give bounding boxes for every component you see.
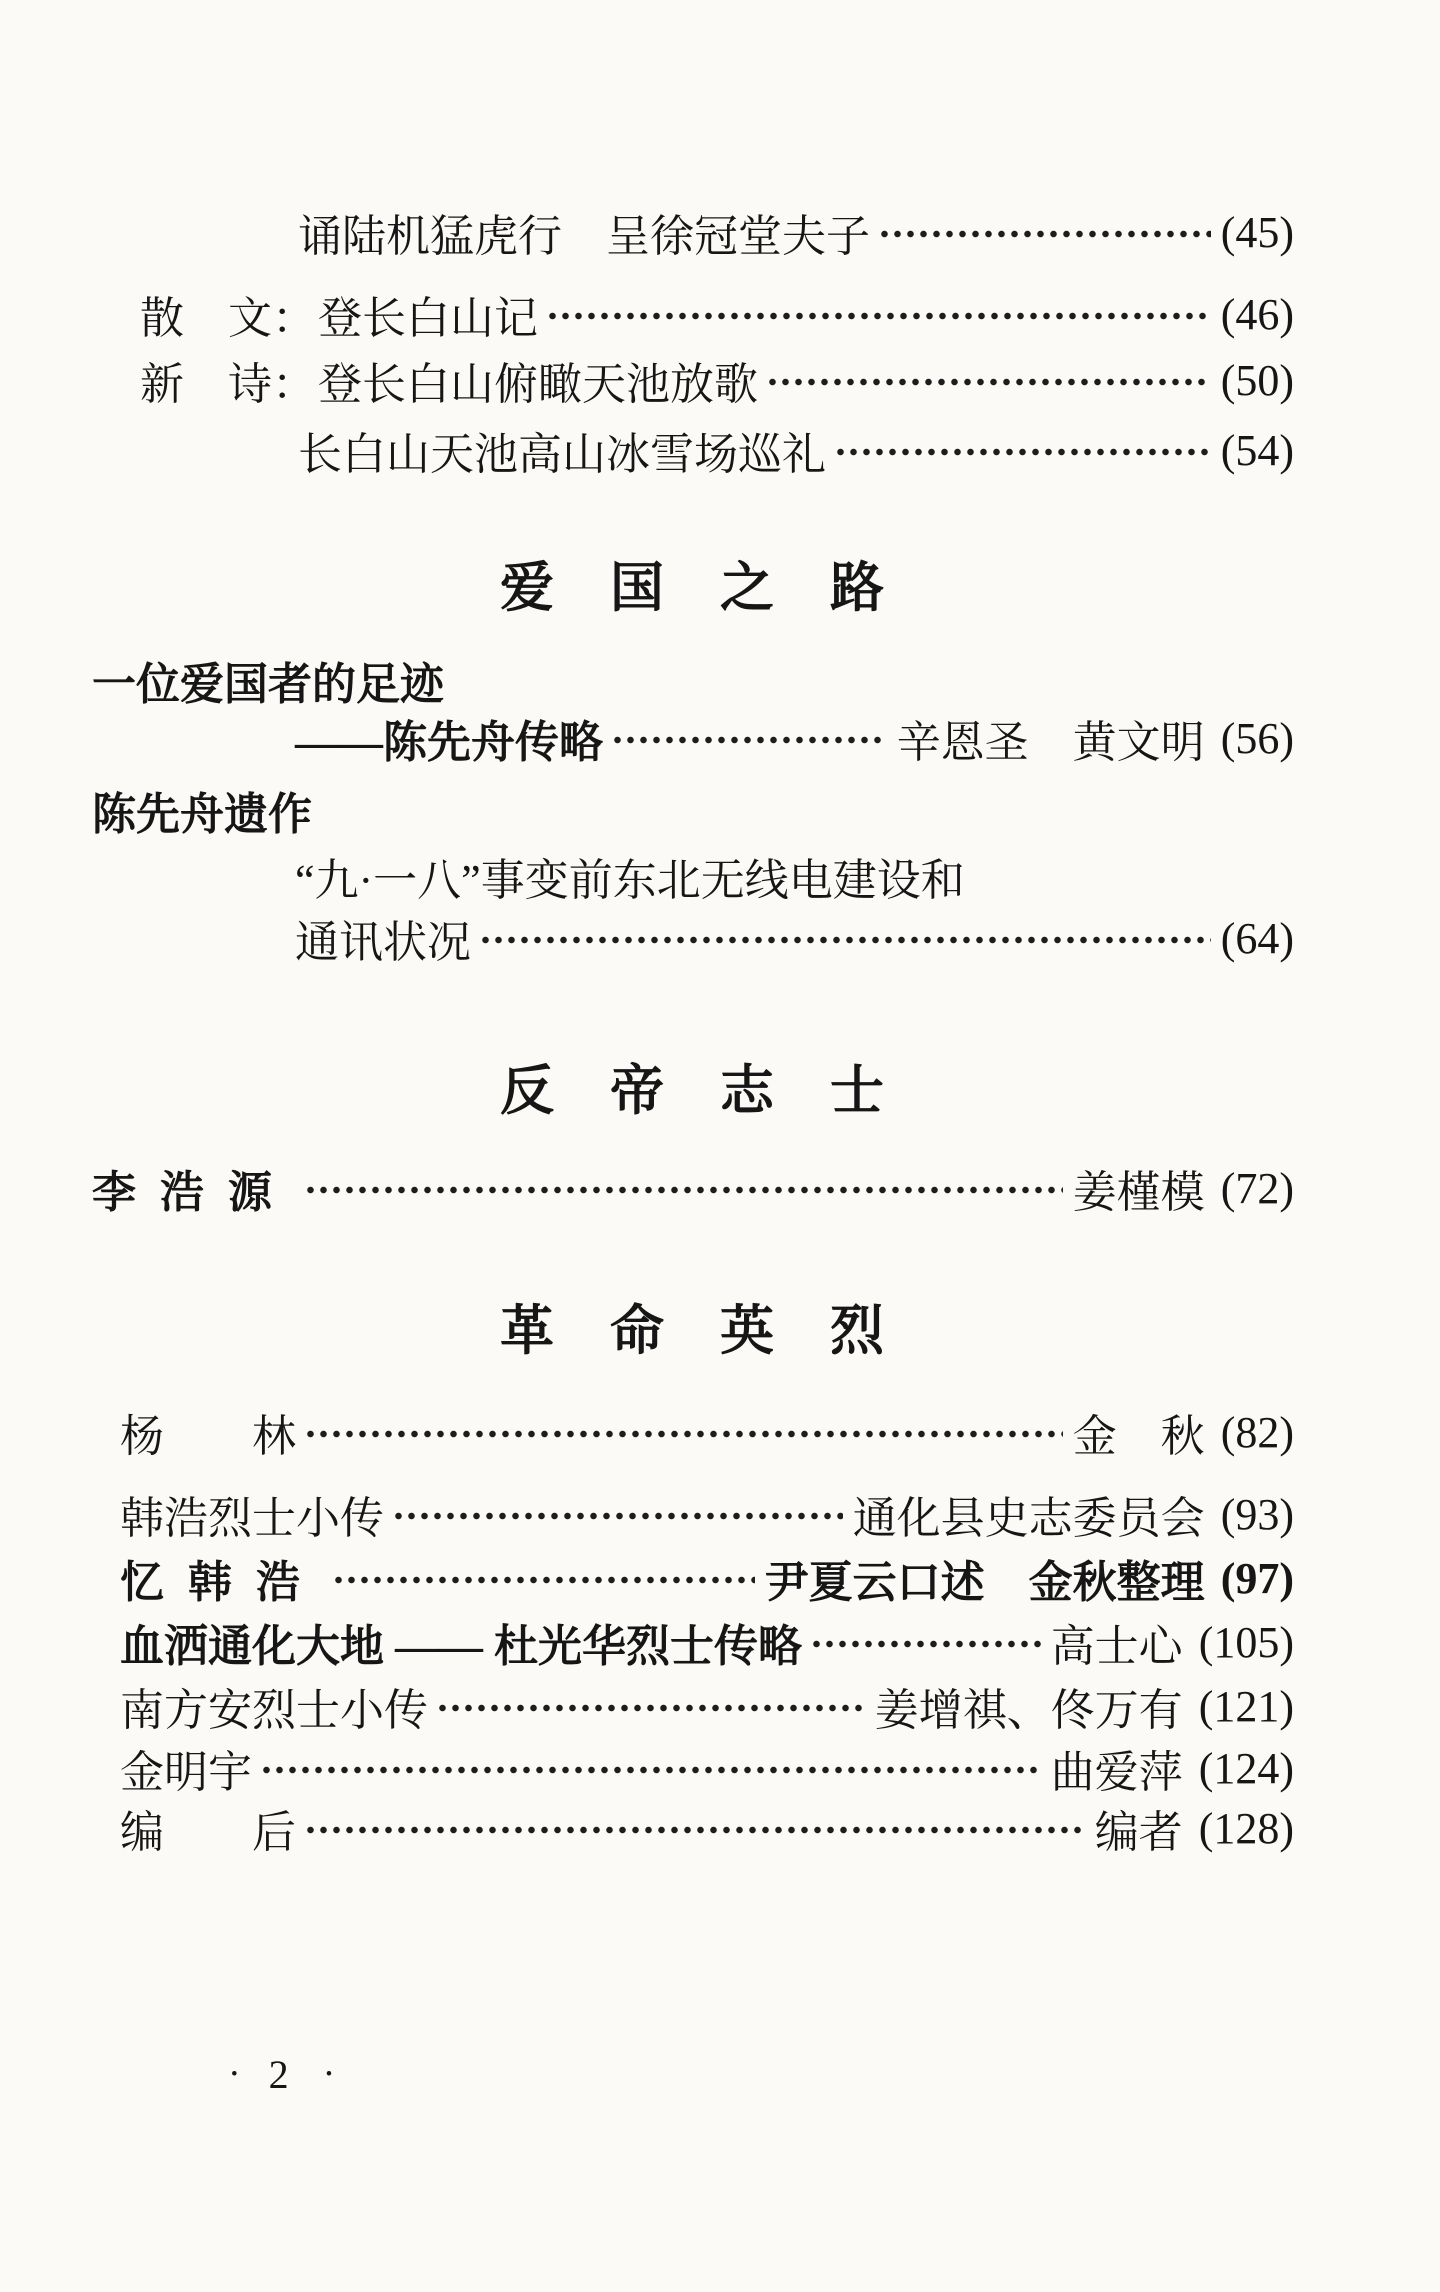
- dot-leader: [332, 1574, 755, 1586]
- entry-authors: 曲爱萍: [1050, 1748, 1183, 1797]
- entry-title: 血洒通化大地 —— 杜光华烈士传略: [120, 1622, 802, 1671]
- entry-genre-label: 新 诗：: [140, 360, 316, 409]
- entry-title: ——陈先舟传略: [295, 718, 603, 767]
- toc-entry: [120, 1612, 1294, 1672]
- entry-page-number: (46): [1220, 289, 1294, 339]
- toc-entry: [120, 1548, 1294, 1608]
- toc-entry: [120, 1738, 1294, 1798]
- entry-authors: 姜增祺、佟万有: [874, 1686, 1183, 1735]
- entry-title: 登长白山俯瞰天池放歌: [318, 360, 758, 409]
- dot-leader: [611, 734, 887, 746]
- toc-entry: [120, 1402, 1294, 1462]
- entry-page-number: (72): [1220, 1163, 1294, 1213]
- entry-title: “九·一八”事变前东北无线电建设和: [295, 856, 965, 905]
- entry-page-number: (82): [1220, 1407, 1294, 1457]
- entry-title: 诵陆机猛虎行 呈徐冠堂夫子: [298, 212, 870, 261]
- section-heading: 反帝志士: [500, 1061, 940, 1121]
- entry-title: 杨 林: [120, 1412, 296, 1461]
- entry-page-number: (97): [1220, 1553, 1294, 1603]
- entry-page-number: (128): [1198, 1803, 1294, 1853]
- dot-leader: [766, 376, 1211, 388]
- dot-leader: [810, 1638, 1041, 1650]
- entry-page-number: (54): [1220, 425, 1294, 475]
- entry-title: 通讯状况: [295, 918, 471, 967]
- entry-genre-label: 散 文：: [140, 294, 316, 343]
- entry-authors: 金 秋: [1072, 1412, 1205, 1461]
- dot-leader: [436, 1702, 865, 1714]
- entry-title: 韩浩烈士小传: [120, 1494, 384, 1543]
- entry-authors: 尹夏云口述 金秋整理: [764, 1558, 1205, 1607]
- footer-dot: ·: [228, 2053, 241, 2095]
- toc-entry: [92, 908, 1294, 968]
- footer-page-number: 2: [268, 2051, 289, 2097]
- entry-page-number: (121): [1198, 1681, 1294, 1731]
- toc-entry: [120, 1798, 1294, 1858]
- dot-leader: [260, 1764, 1041, 1776]
- toc-entry: [92, 846, 1294, 906]
- entry-title: 陈先舟遗作: [92, 790, 312, 839]
- entry-page-number: (93): [1220, 1489, 1294, 1539]
- toc-entry: [92, 650, 1294, 710]
- toc-entry: [120, 1676, 1294, 1736]
- entry-title: 一位爱国者的足迹: [92, 660, 444, 709]
- entry-title: 登长白山记: [318, 294, 538, 343]
- entry-page-number: (124): [1198, 1743, 1294, 1793]
- toc-entry: [120, 202, 1294, 262]
- entry-title: 长白山天池高山冰雪场巡礼: [298, 430, 826, 479]
- entry-authors: 通化县史志委员会: [852, 1494, 1205, 1543]
- toc-entry: [120, 284, 1294, 344]
- entry-page-number: (45): [1220, 207, 1294, 257]
- dot-leader: [304, 1824, 1085, 1836]
- entry-title: 忆韩浩: [120, 1558, 324, 1607]
- toc-entry: [92, 1158, 1294, 1218]
- dot-leader: [834, 446, 1211, 458]
- dot-leader: [304, 1428, 1063, 1440]
- entry-authors: 高士心: [1050, 1622, 1183, 1671]
- entry-title: 李浩源: [92, 1168, 296, 1217]
- entry-authors: 编者: [1094, 1808, 1183, 1857]
- toc-entry: [92, 708, 1294, 768]
- toc-entry: [120, 1484, 1294, 1544]
- toc-entry: [92, 780, 1294, 840]
- dot-leader: [392, 1510, 843, 1522]
- entry-authors: 姜槿模: [1072, 1168, 1205, 1217]
- entry-page-number: (56): [1220, 713, 1294, 763]
- entry-title: 编 后: [120, 1808, 296, 1857]
- entry-title: 金明宇: [120, 1748, 252, 1797]
- entry-page-number: (105): [1198, 1617, 1294, 1667]
- page-footer: [228, 2050, 335, 2098]
- entry-page-number: (50): [1220, 355, 1294, 405]
- dot-leader: [479, 934, 1211, 946]
- section-heading: 爱国之路: [500, 558, 940, 618]
- entry-title: 南方安烈士小传: [120, 1686, 428, 1735]
- entry-page-number: (64): [1220, 913, 1294, 963]
- dot-leader: [878, 228, 1211, 240]
- dot-leader: [546, 310, 1211, 322]
- toc-entry: [120, 420, 1294, 480]
- toc-entry: [120, 350, 1294, 410]
- footer-dot: ·: [322, 2053, 336, 2095]
- entry-authors: 辛恩圣 黄文明: [896, 718, 1205, 767]
- dot-leader: [304, 1184, 1063, 1196]
- section-heading: 革命英烈: [500, 1301, 940, 1361]
